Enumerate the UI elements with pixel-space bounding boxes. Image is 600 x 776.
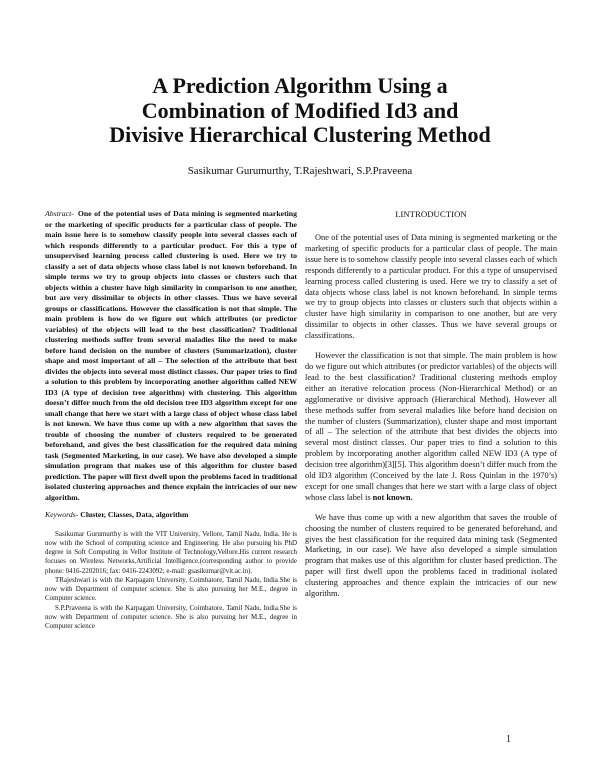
intro-paragraph-3: We have thus come up with a new algorithm that saves the trouble of choosing the number of clusters required to be generated beforehand, and gives the best classification for the required data mining task (Segmented Marketing, in our case). We have also developed a simple simulation program that makes use of this algorithm for cluster based prediction. The paper will first dwell upon the problems faced in traditional isolated clustering approaches and thence explain the intricacies of our new algorithm. [305, 512, 557, 599]
keywords-text: Cluster, Classes, Data, algorithm [78, 510, 189, 519]
footnote-author-3: S.P.Praveena is with the Karpagam University, Coimbatore, Tamil Nadu, India.She is now with Department of computer science. She is also pursuing her M.E., degree in Computer science [45, 603, 297, 630]
author-list: Sasikumar Gurumurthy, T.Rajeshwari, S.P.Praveena [187, 165, 413, 177]
footnote-author-2: TRajeshwari is with the Karpagam University, Coimbatore, Tamil Nadu, India.She is now with Department of computer science. She is also pursuing her M.E., degree in Computer science. [45, 575, 297, 603]
right-column [305, 209, 557, 609]
paper-title [60, 74, 540, 148]
intro-paragraph-2-bold: not known. [372, 492, 413, 502]
left-column [45, 209, 297, 631]
title-line-3: Divisive Hierarchical Clustering Method [109, 122, 491, 147]
keywords-label: Keywords- [45, 510, 79, 519]
keywords [45, 510, 297, 521]
abstract-label: Abstract- [45, 209, 74, 218]
title-line-1: A Prediction Algorithm Using a [152, 73, 448, 98]
author-footnotes [45, 530, 297, 632]
abstract-text: One of the potential uses of Data mining is segmented marketing or the marketing of specific products for a particular class of people. The main issue here is to somehow classify people into several classes each of which responds differently to a particular product. For this a type of unsupervised learning process called clustering is used. Here we try to classify a set of data objects whose class label is not known beforehand. In simple terms we try to group objects into classes or clusters such that objects within a cluster have high similarity in comparison to one another, but are very dissimilar to objects in other classes. Thus we have several groups or classifications. However the classification is not that simple. The main problem is how do we figure out which attributes (or predictor variables) of the objects will lead to the best classification? Traditional clustering methods suffer from several maladies like the need to make before hand decision on the number of clusters (Summarization), cluster shape and most important of all – The selection of the attribute that best divides the objects into several most distinct classes. Our paper tries to find a solution to this problem by incorporating another algorithm called NEW ID3 (A type of decision tree algorithm) with clustering. This algorithm doesn’t differ much from the old decision tree ID3 algorithm except for one small change that here we start with a large class of object whose class label is not known. We have thus come up with a new algorithm that saves the trouble of choosing the number of clusters required to be generated beforehand, and gives the best classification for the required data mining task (Segmented Marketing, in our case). We have also developed a simple simulation program that makes use of this algorithm for cluster based prediction. The paper will first dwell upon the problems faced in traditional isolated clustering approaches and thence explain the intricacies of our new algorithm. [45, 209, 297, 502]
intro-paragraph-2 [305, 351, 557, 504]
section-heading: I.INTRODUCTION [395, 209, 467, 219]
page-number: 1 [506, 734, 511, 745]
intro-paragraph-1: One of the potential uses of Data mining is segmented marketing or the marketing of specific products for a particular class of people. The main issue here is to somehow classify people into several classes each of which responds differently to a particular product. For this a type of unsupervised learning process called clustering is used. Here we try to classify a set of data objects whose class label is not known beforehand. In simple terms we try to group objects into classes or clusters such that objects within a cluster have high similarity in comparison to one another, but are very dissimilar to objects in other classes. Thus we have several groups or classifications. [305, 233, 557, 341]
title-line-2: Combination of Modified Id3 and [141, 97, 459, 123]
abstract [45, 209, 297, 503]
intro-paragraph-2-text: However the classification is not that simple. The main problem is how do we figure out which attributes (or predictor variables) of the objects will lead to the best classification? Traditional clustering methods employ either an iterative relocation process (Non-Hierarchical Method) or an agglomerative or divisive approach (Hierarchical Method). However all these methods suffer from several maladies like before hand decision on the number of clusters (Summarization), cluster shape and most important of all – The selection of the attribute that best divides the objects into several most distinct classes. Our paper tries to find a solution to this problem by incorporating another algorithm called NEW ID3 (A type of decision tree algorithm)[3][5]. This algorithm doesn’t differ much from the old ID3 algorithm (Conceived by the late J. Ross Quinlan in the 1970’s) except for one small changes that here we start with a large class of object whose class label is [305, 351, 557, 502]
footnote-author-1: Sasikumar Gurumurthy is with the VIT University, Vellore, Tamil Nadu, India. He is now with the School of computing science and Engineering. He also pursuing his PhD degree in Soft Computing in Vellor Institute of Technology,Vellore.His current research focuses on Wireless Networks,Artificial Intelligence.(corresponding author to provide phone: 0416-2202016; fax: 0416-2243092; e-mail: gsasikumar@vit.ac.in). [45, 529, 297, 575]
